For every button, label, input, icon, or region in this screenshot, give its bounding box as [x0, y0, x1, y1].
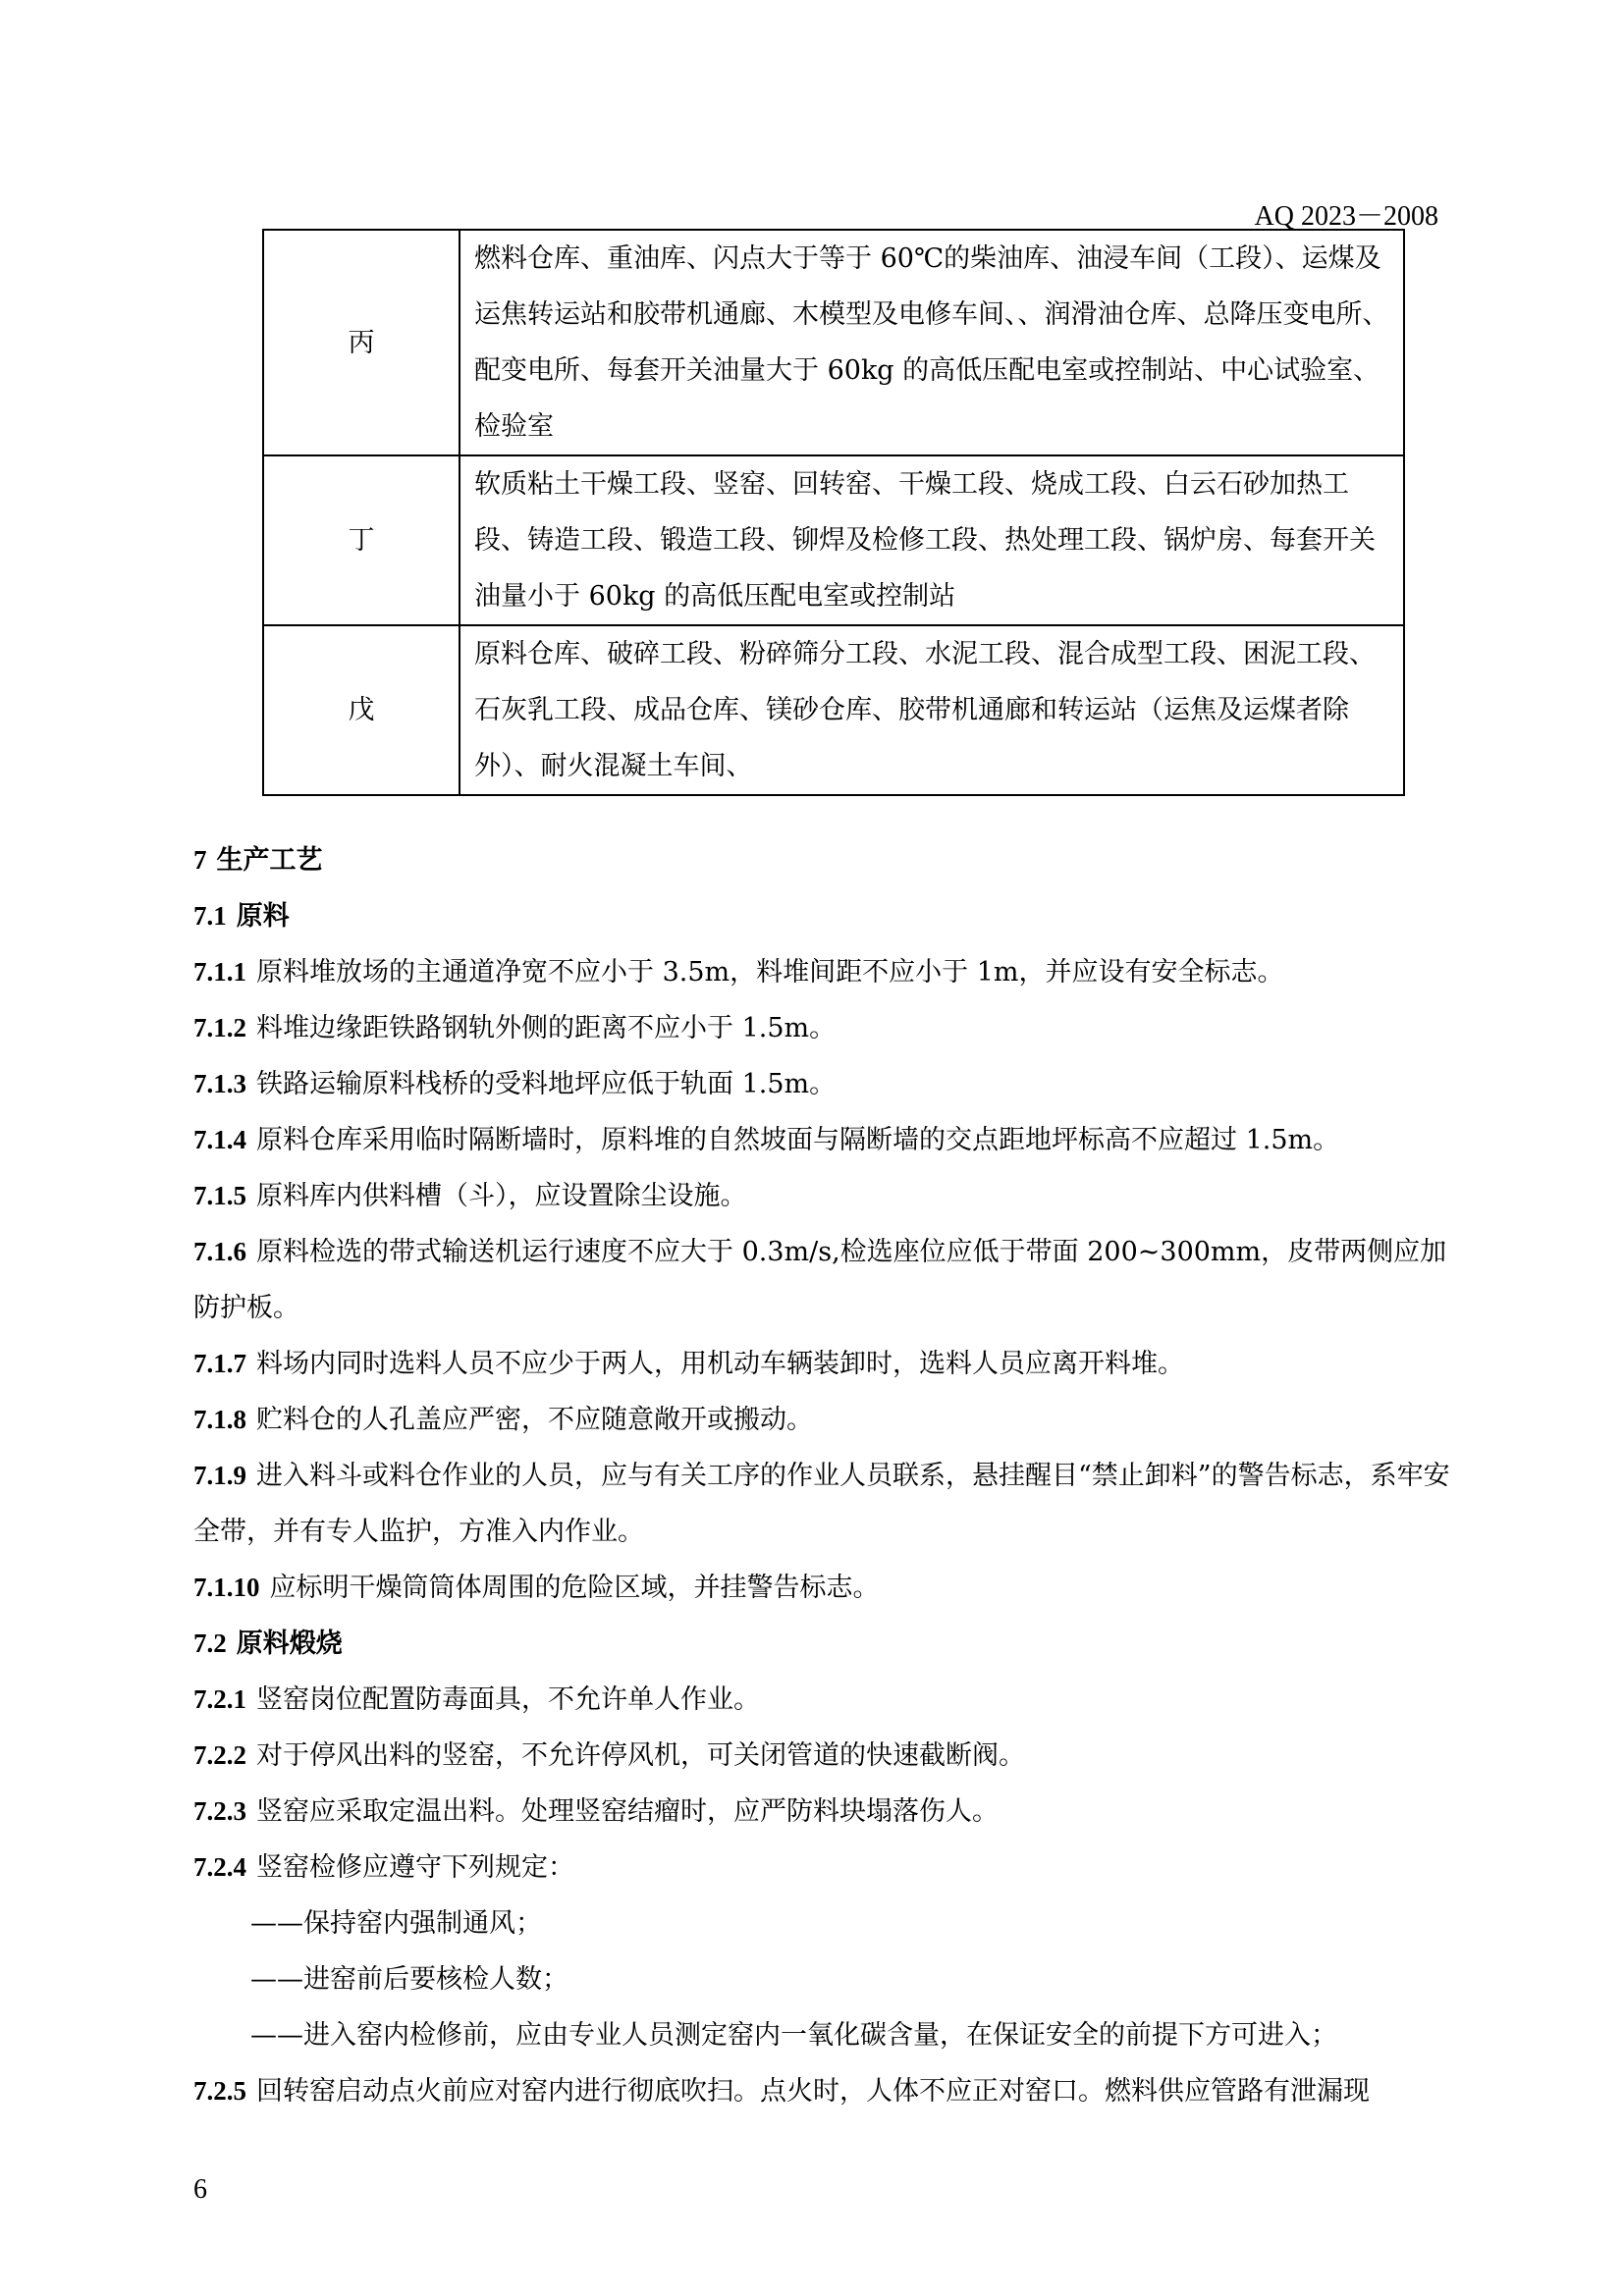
- category-cell: 戊: [263, 625, 460, 795]
- clause: 7.2.5 回转窑启动点火前应对窑内进行彻底吹扫。点火时，人体不应正对窑口。燃料供应管路有泄漏现: [193, 2076, 1370, 2107]
- document-code: AQ 2023－2008: [1254, 201, 1438, 232]
- clause: 7.2.3 竖窑应采取定温出料。处理竖窑结瘤时，应严防料块塌落伤人。: [193, 1796, 999, 1827]
- clause: 7.2.1 竖窑岗位配置防毒面具，不允许单人作业。: [193, 1684, 760, 1715]
- description-cell: 原料仓库、破碎工段、粉碎筛分工段、水泥工段、混合成型工段、困泥工段、石灰乳工段、成品仓库、镁砂仓库、胶带机通廊和转运站（运焦及运煤者除外）、耐火混凝土车间、: [460, 625, 1404, 795]
- clause: 7.1.1 原料堆放场的主通道净宽不应小于 3.5m，料堆间距不应小于 1m，并应设有安全标志。: [193, 957, 1284, 988]
- clause: 7.1.4 原料仓库采用临时隔断墙时，原料堆的自然坡面与隔断墙的交点距地坪标高不应超过 1.5m。: [193, 1125, 1340, 1155]
- list-item: ——保持窑内强制通风；: [250, 1908, 542, 1939]
- section-heading: 7 生产工艺: [193, 845, 323, 876]
- description-cell: 燃料仓库、重油库、闪点大于等于 60℃的柴油库、油浸车间（工段）、运煤及运焦转运站和胶带机通廊、木模型及电修车间、、润滑油仓库、总降压变电所、配变电所、每套开关油量大于 60kg 的高低压配电室或控制站、中心试验室、检验室: [460, 230, 1404, 455]
- clause: 7.1.2 料堆边缘距铁路钢轨外侧的距离不应小于 1.5m。: [193, 1013, 837, 1043]
- clause: 7.1.8 贮料仓的人孔盖应严密，不应随意敞开或搬动。: [193, 1405, 813, 1435]
- page-number: 6: [193, 2174, 207, 2205]
- subsection-heading: 7.2 原料煅烧: [193, 1629, 343, 1659]
- clause: 7.1.5 原料库内供料槽（斗），应设置除尘设施。: [193, 1181, 747, 1211]
- subsection-heading: 7.1 原料: [193, 901, 290, 932]
- clause: 7.2.2 对于停风出料的竖窑，不允许停风机，可关闭管道的快速截断阀。: [193, 1740, 1025, 1771]
- document-body: [193, 832, 1470, 2119]
- category-cell: 丁: [263, 455, 460, 625]
- list-item: ——进窑前后要核检人数；: [250, 1964, 568, 1995]
- table-row: [263, 455, 1404, 625]
- clause: 7.2.4 竖窑检修应遵守下列规定：: [193, 1852, 574, 1883]
- fire-hazard-classification-table: [262, 229, 1405, 796]
- clause: 7.1.7 料场内同时选料人员不应少于两人，用机动车辆装卸时，选料人员应离开料堆。: [193, 1349, 1184, 1379]
- clause: 7.1.10 应标明干燥筒筒体周围的危险区域，并挂警告标志。: [193, 1573, 880, 1603]
- table-row: [263, 625, 1404, 795]
- table-row: [263, 230, 1404, 455]
- clause: 7.1.6 原料检选的带式输送机运行速度不应大于 0.3m/s,检选座位应低于带面 200~300mm，皮带两侧应加防护板。: [193, 1237, 1447, 1323]
- clause: 7.1.3 铁路运输原料栈桥的受料地坪应低于轨面 1.5m。: [193, 1069, 837, 1099]
- category-cell: 丙: [263, 230, 460, 455]
- description-cell: 软质粘土干燥工段、竖窑、回转窑、干燥工段、烧成工段、白云石砂加热工段、铸造工段、锻造工段、铆焊及检修工段、热处理工段、锅炉房、每套开关油量小于 60kg 的高低压配电室或控制站: [460, 455, 1404, 625]
- clause: 7.1.9 进入料斗或料仓作业的人员，应与有关工序的作业人员联系，悬挂醒目“禁止卸料”的警告标志，系牢安全带，并有专人监护，方准入内作业。: [193, 1461, 1450, 1547]
- list-item: ——进入窑内检修前，应由专业人员测定窑内一氧化碳含量，在保证安全的前提下方可进入；: [250, 2020, 1337, 2051]
